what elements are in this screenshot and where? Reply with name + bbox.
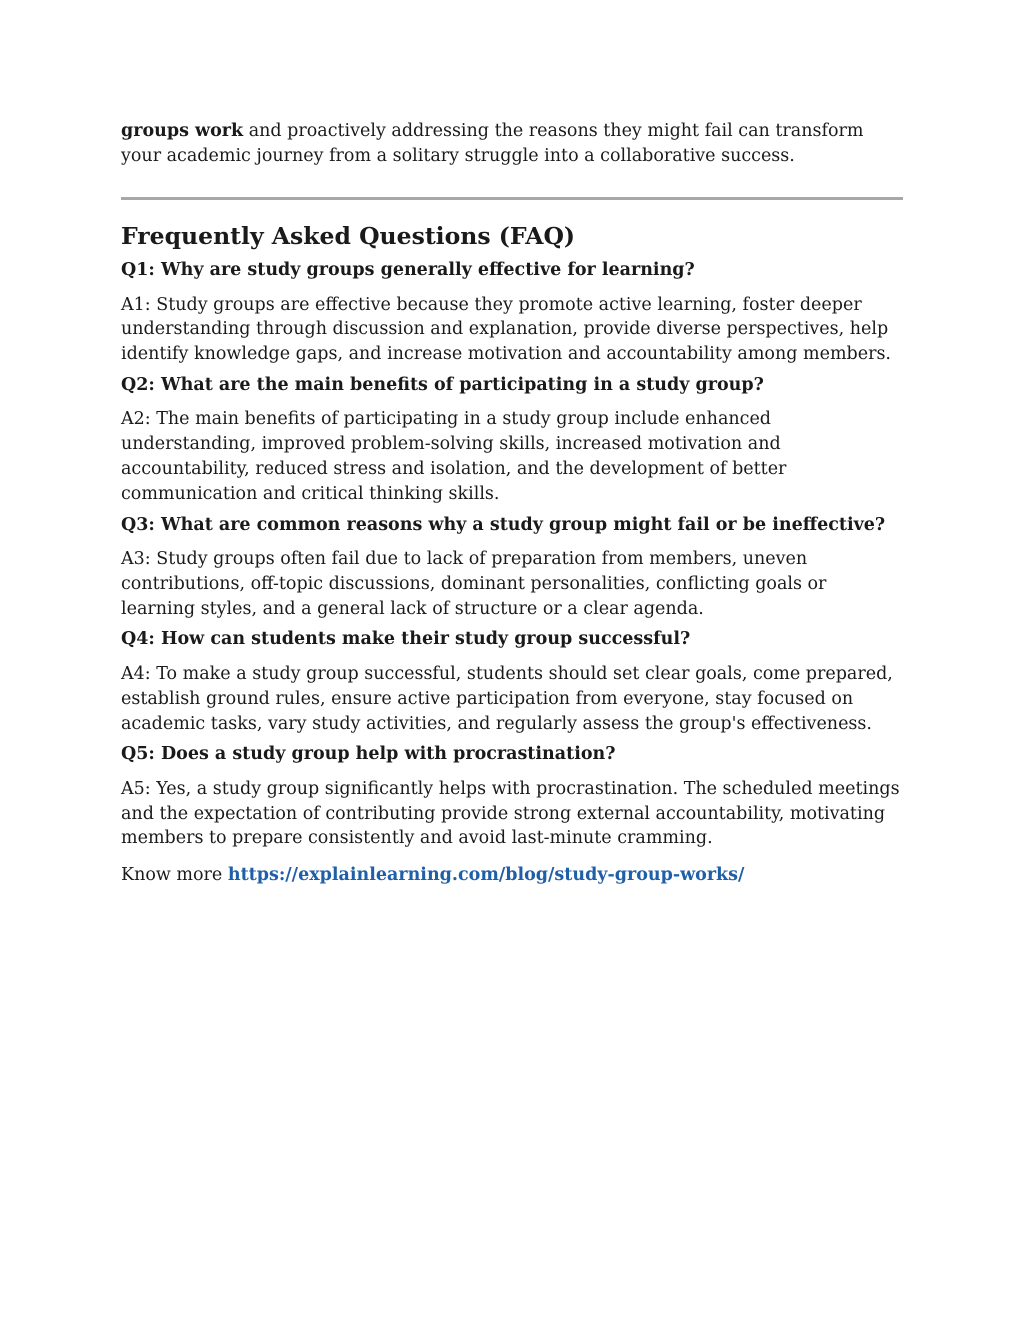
faq-question: Q1: Why are study groups generally effective for learning? <box>121 260 695 280</box>
faq-answer: A2: The main benefits of participating in a study group include enhanced understanding, improved problem-solving skills, increased motivation and accountability, reduced stress and isolation, and the development of better communication and critical thinking skills. <box>121 409 787 504</box>
faq-question: Q3: What are common reasons why a study group might fail or be ineffective? <box>121 514 886 535</box>
document-page <box>121 119 903 888</box>
know-more-link[interactable]: https://explainlearning.com/blog/study-group-works/ <box>227 865 745 886</box>
faq-item <box>121 742 903 851</box>
faq-item <box>121 513 903 622</box>
intro-bold-text: groups work <box>121 121 244 141</box>
faq-answer: A1: Study groups are effective because they promote active learning, foster deeper understanding through discussion and explanation, provide diverse perspectives, help identify knowledge gaps, and increase motivation and accountability among members. <box>121 294 891 365</box>
faq-question: Q2: What are the main benefits of participating in a study group? <box>121 374 764 395</box>
faq-question: Q5: Does a study group help with procrastination? <box>121 744 616 765</box>
intro-paragraph <box>121 119 903 169</box>
know-more-line <box>121 863 903 888</box>
horizontal-divider <box>121 197 903 200</box>
intro-text: and proactively addressing the reasons they might fail can transform your academic journey from a solitary struggle into a collaborative success. <box>121 121 864 166</box>
faq-item <box>121 627 903 736</box>
know-more-label: Know more <box>121 865 228 886</box>
faq-answer: A3: Study groups often fail due to lack of preparation from members, uneven contributions, off-topic discussions, dominant personalities, conflicting goals or learning styles, and a general lack of structure or a clear agenda. <box>121 549 827 619</box>
faq-answer: A4: To make a study group successful, students should set clear goals, come prepared, establish ground rules, ensure active participation from everyone, stay focused on academic tasks, vary study activities, and regularly assess the group's effectiveness. <box>121 663 893 734</box>
faq-heading: Frequently Asked Questions (FAQ) <box>121 222 576 250</box>
faq-answer: A5: Yes, a study group significantly helps with procrastination. The scheduled meetings and the expectation of contributing provide strong external accountability, motivating members to prepare consistently and avoid last-minute cramming. <box>121 778 900 849</box>
faq-item <box>121 258 903 367</box>
faq-item <box>121 373 903 507</box>
faq-question: Q4: How can students make their study group successful? <box>121 629 691 650</box>
